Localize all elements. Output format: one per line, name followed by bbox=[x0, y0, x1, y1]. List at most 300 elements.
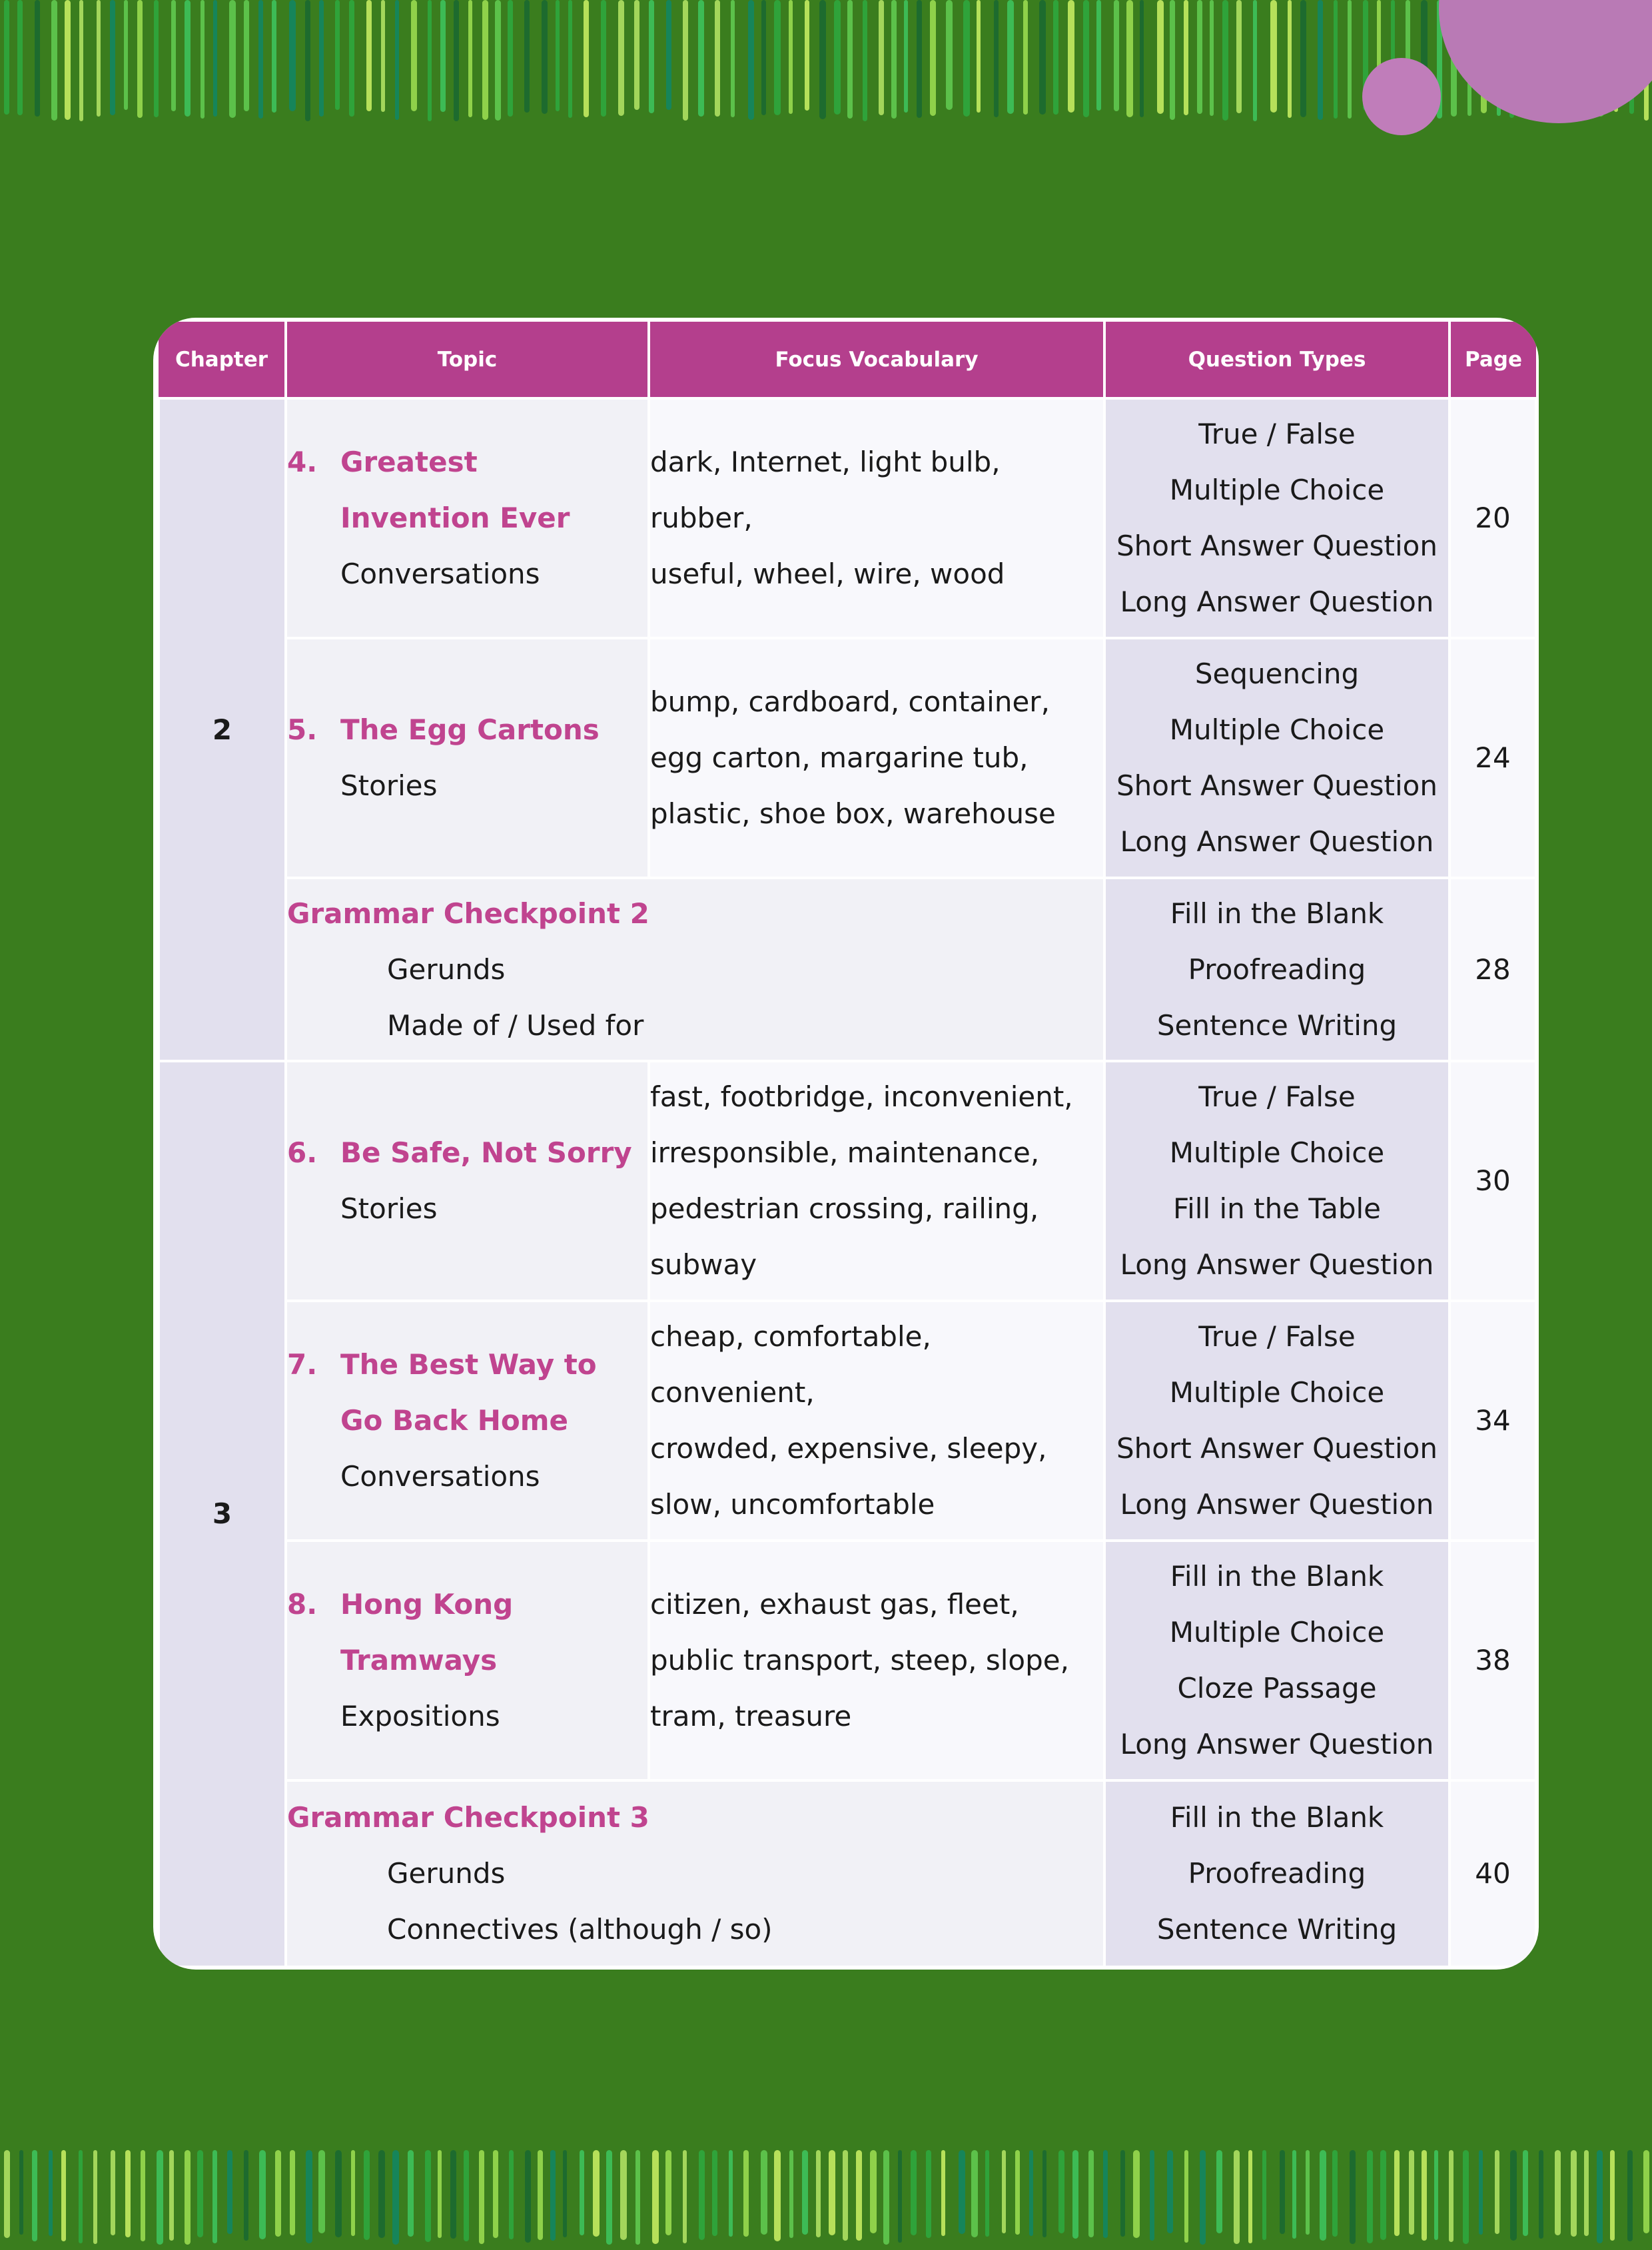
decorative-stripe bbox=[1288, 0, 1292, 118]
question-type: Cloze Passage bbox=[1177, 1672, 1377, 1704]
decorative-stripe bbox=[1422, 2150, 1427, 2241]
decorative-stripe bbox=[157, 2150, 163, 2245]
decorative-stripe bbox=[1170, 0, 1175, 120]
decorative-stripe bbox=[1126, 0, 1133, 117]
decorative-stripe bbox=[584, 0, 589, 117]
decorative-stripe bbox=[1643, 2150, 1649, 2233]
decorative-stripe bbox=[35, 0, 40, 117]
decorative-stripe bbox=[4, 2150, 10, 2238]
topic-cell bbox=[286, 1061, 649, 1301]
decorative-stripe bbox=[1610, 2150, 1615, 2241]
decorative-stripe bbox=[635, 2150, 640, 2245]
decorative-stripe bbox=[1270, 0, 1277, 113]
vocab-cell bbox=[649, 638, 1104, 878]
decorative-stripe bbox=[863, 0, 867, 121]
decorative-stripe bbox=[51, 0, 57, 121]
decorative-stripe bbox=[335, 0, 340, 110]
decorative-stripe bbox=[930, 0, 936, 116]
question-type: Fill in the Blank bbox=[1170, 897, 1384, 930]
table-row bbox=[159, 638, 1536, 878]
decorative-stripe bbox=[550, 2150, 556, 2241]
unit-title: Tramways bbox=[340, 1644, 498, 1677]
decorative-stripe bbox=[1068, 0, 1074, 113]
decorative-stripe bbox=[563, 2150, 567, 2237]
decorative-stripe bbox=[1234, 2150, 1240, 2244]
decorative-stripe bbox=[1216, 2150, 1222, 2233]
decorative-stripe bbox=[1300, 0, 1306, 117]
decorative-stripe bbox=[1262, 2150, 1266, 2240]
question-type: Long Answer Question bbox=[1120, 1488, 1434, 1521]
decorative-stripe bbox=[802, 2150, 808, 2235]
decorative-stripe bbox=[1539, 2150, 1543, 2239]
decorative-stripe bbox=[789, 0, 793, 114]
decorative-stripe bbox=[941, 2150, 945, 2236]
question-type: Sentence Writing bbox=[1156, 1008, 1398, 1042]
question-types-cell bbox=[1104, 398, 1449, 638]
question-type: Multiple Choice bbox=[1169, 1616, 1385, 1649]
decorative-stripe bbox=[1023, 0, 1028, 115]
vocab-cell bbox=[649, 1301, 1104, 1541]
question-type: True / False bbox=[1198, 1080, 1356, 1113]
decorative-stripe bbox=[318, 2150, 325, 2233]
decorative-stripe bbox=[4, 0, 9, 115]
decorative-stripe bbox=[898, 2150, 902, 2243]
decorative-stripe bbox=[1463, 2150, 1469, 2244]
text-type: Stories bbox=[340, 769, 438, 802]
vocab-line: pedestrian crossing, railing, bbox=[650, 1192, 1039, 1225]
question-type: Short Answer Question bbox=[1116, 769, 1438, 802]
question-type: Multiple Choice bbox=[1169, 1136, 1385, 1169]
decorative-stripe bbox=[212, 2150, 217, 2243]
decorative-stripe bbox=[61, 2150, 66, 2241]
decorative-stripe bbox=[1184, 0, 1188, 115]
decorative-stripe bbox=[110, 0, 115, 115]
question-type: Multiple Choice bbox=[1169, 1376, 1385, 1409]
decorative-stripe bbox=[272, 0, 276, 113]
decorative-stripe bbox=[381, 0, 385, 112]
unit-number: 7. bbox=[287, 1348, 318, 1381]
decorative-stripe bbox=[1236, 0, 1242, 113]
decorative-stripe bbox=[1029, 2150, 1033, 2236]
decorative-stripe bbox=[1167, 2150, 1173, 2233]
decorative-stripe bbox=[464, 2150, 469, 2241]
question-type: Fill in the Blank bbox=[1170, 1560, 1384, 1593]
decorative-stripe bbox=[351, 2150, 355, 2236]
table-row bbox=[159, 398, 1536, 638]
decorative-stripe bbox=[1332, 2150, 1338, 2237]
unit-number: 8. bbox=[287, 1588, 318, 1621]
decorative-stripe bbox=[1380, 2150, 1386, 2240]
decorative-stripe bbox=[185, 2150, 191, 2245]
decorative-stripe bbox=[1348, 0, 1352, 119]
decorative-stripe bbox=[699, 2150, 705, 2240]
decorative-stripe bbox=[65, 0, 71, 120]
decorative-stripe bbox=[712, 2150, 717, 2236]
decorative-stripe bbox=[1409, 2150, 1414, 2235]
decorative-stripe bbox=[748, 0, 754, 120]
page-number: 24 bbox=[1449, 638, 1536, 878]
decorative-stripe bbox=[319, 0, 324, 117]
text-type: Stories bbox=[340, 1192, 438, 1225]
vocab-line: subway bbox=[650, 1248, 757, 1281]
decorative-stripe bbox=[258, 0, 263, 119]
decorative-stripe bbox=[1007, 0, 1014, 114]
decorative-stripe bbox=[185, 0, 191, 117]
decorative-stripe bbox=[93, 2150, 97, 2244]
question-type: Multiple Choice bbox=[1169, 713, 1385, 746]
decorative-stripe bbox=[1555, 2150, 1561, 2235]
decorative-stripe bbox=[468, 0, 472, 117]
decorative-stripe bbox=[1120, 2150, 1125, 2237]
decorative-stripe bbox=[1103, 2150, 1108, 2238]
question-type: Multiple Choice bbox=[1169, 474, 1385, 506]
table-row bbox=[159, 1541, 1536, 1780]
unit-title: Be Safe, Not Sorry bbox=[340, 1136, 632, 1169]
decorative-stripe bbox=[335, 2150, 342, 2237]
question-type: Sentence Writing bbox=[1156, 1913, 1398, 1946]
decorative-stripe bbox=[428, 0, 432, 121]
decorative-stripe bbox=[1394, 2150, 1400, 2236]
vocab-line: fast, footbridge, inconvenient, bbox=[650, 1080, 1073, 1113]
decorative-stripe bbox=[729, 2150, 733, 2237]
decorative-stripe bbox=[1114, 0, 1119, 111]
decorative-stripe bbox=[1318, 0, 1323, 120]
decorative-stripe bbox=[227, 2150, 232, 2234]
decorative-stripe bbox=[601, 0, 606, 117]
decorative-stripe bbox=[1510, 2150, 1517, 2241]
decorative-stripe bbox=[634, 0, 639, 110]
header-row bbox=[159, 322, 1536, 398]
page-number: 40 bbox=[1449, 1780, 1536, 1967]
decorative-stripe bbox=[392, 2150, 399, 2245]
decorative-stripe bbox=[542, 0, 548, 114]
decorative-stripe bbox=[1140, 0, 1144, 117]
page-number: 28 bbox=[1449, 878, 1536, 1061]
decorative-stripe bbox=[1088, 2150, 1094, 2237]
decorative-stripe bbox=[366, 0, 372, 111]
decorative-stripe bbox=[1306, 2150, 1310, 2235]
grammar-item: Gerunds bbox=[387, 952, 506, 986]
decorative-stripe bbox=[883, 2150, 889, 2245]
decorative-stripe bbox=[1015, 2150, 1020, 2235]
decorative-stripe bbox=[197, 2150, 203, 2237]
vocab-line: tram, treasure bbox=[650, 1700, 852, 1732]
page-number: 34 bbox=[1449, 1301, 1536, 1541]
question-types-cell bbox=[1104, 1061, 1449, 1301]
chapter-number: 2 bbox=[159, 398, 286, 1061]
vocab-line: citizen, exhaust gas, fleet, bbox=[650, 1588, 1019, 1621]
decorative-stripe bbox=[1058, 2150, 1064, 2233]
decorative-stripe bbox=[843, 2150, 848, 2241]
vocab-line: dark, Internet, light bulb, rubber, bbox=[650, 446, 1001, 534]
decorative-stripe bbox=[761, 0, 766, 115]
grammar-checkpoint-cell bbox=[286, 878, 1104, 1061]
decorative-stripe bbox=[618, 0, 624, 116]
vocab-line: public transport, steep, slope, bbox=[650, 1644, 1069, 1677]
decorative-stripe bbox=[171, 0, 176, 111]
decorative-stripe bbox=[49, 2150, 53, 2236]
decorative-stripe bbox=[805, 0, 809, 111]
decorative-stripe bbox=[1157, 0, 1164, 114]
unit-number: 6. bbox=[287, 1136, 318, 1169]
unit-title: Greatest bbox=[340, 446, 478, 478]
topic-cell bbox=[286, 1541, 649, 1780]
grammar-checkpoint-cell bbox=[286, 1780, 1104, 1967]
decorative-stripe bbox=[154, 0, 159, 117]
decorative-stripe bbox=[1072, 2150, 1078, 2239]
decorative-stripe bbox=[244, 2150, 248, 2241]
decorative-stripe bbox=[1200, 2150, 1206, 2245]
question-type: Long Answer Question bbox=[1120, 825, 1434, 858]
decorative-stripe bbox=[524, 0, 530, 113]
vocab-line: cheap, comfortable, convenient, bbox=[650, 1320, 931, 1409]
decorative-stripe bbox=[743, 2150, 749, 2237]
decorative-stripe bbox=[378, 2150, 385, 2238]
question-type: Sequencing bbox=[1194, 657, 1360, 690]
decorative-stripe bbox=[169, 2150, 174, 2241]
header-focus-vocabulary: Focus Vocabulary bbox=[649, 322, 1104, 398]
question-types-cell bbox=[1104, 878, 1449, 1061]
question-type: Long Answer Question bbox=[1120, 1248, 1434, 1281]
decorative-stripe bbox=[1053, 0, 1058, 115]
decorative-stripe bbox=[1150, 2150, 1154, 2241]
decorative-stripe bbox=[1434, 2150, 1438, 2240]
grammar-item: Gerunds bbox=[387, 1857, 506, 1890]
question-type: Long Answer Question bbox=[1120, 1728, 1434, 1760]
decorative-stripe bbox=[715, 0, 720, 117]
decorative-stripe bbox=[1320, 2150, 1326, 2241]
table-row bbox=[159, 1780, 1536, 1967]
decorative-stripe bbox=[994, 0, 999, 117]
table-row bbox=[159, 878, 1536, 1061]
decorative-stripe bbox=[761, 2150, 767, 2235]
header-topic: Topic bbox=[286, 322, 649, 398]
decorative-stripe bbox=[891, 0, 897, 119]
header-page: Page bbox=[1449, 322, 1536, 398]
decorative-stripe bbox=[1292, 2150, 1296, 2239]
decorative-stripe bbox=[1222, 0, 1228, 121]
decorative-stripe bbox=[229, 0, 236, 118]
decorative-stripe bbox=[1367, 2150, 1373, 2243]
decorative-stripe bbox=[1597, 2150, 1603, 2243]
decorative-stripe bbox=[259, 2150, 266, 2239]
decorative-stripe bbox=[111, 2150, 115, 2235]
decorative-stripe bbox=[556, 0, 560, 111]
decorative-stripe bbox=[985, 2150, 989, 2237]
vocab-line: plastic, shoe box, warehouse bbox=[650, 797, 1056, 830]
decorative-stripe bbox=[408, 2150, 414, 2237]
decorative-stripe bbox=[290, 2150, 295, 2235]
grammar-checkpoint-title: Grammar Checkpoint 3 bbox=[287, 1801, 649, 1834]
vocab-line: bump, cardboard, container, bbox=[650, 685, 1050, 718]
decorative-stripe bbox=[683, 0, 688, 121]
decorative-stripe bbox=[1210, 0, 1214, 116]
question-type: Fill in the Table bbox=[1173, 1192, 1381, 1225]
decorative-stripe bbox=[306, 2150, 312, 2243]
decorative-stripe bbox=[425, 2150, 431, 2242]
question-type: Long Answer Question bbox=[1120, 585, 1434, 618]
table-row bbox=[159, 1061, 1536, 1301]
decorative-stripe bbox=[829, 2150, 835, 2235]
decorative-stripe bbox=[789, 2150, 793, 2238]
decorative-stripe bbox=[731, 0, 735, 117]
unit-number: 4. bbox=[287, 446, 318, 478]
decorative-stripe bbox=[593, 2150, 600, 2237]
contents-table bbox=[157, 322, 1537, 1968]
decorative-stripe bbox=[305, 0, 310, 121]
decorative-stripe bbox=[1350, 2150, 1356, 2244]
decorative-stripe bbox=[508, 0, 513, 117]
decorative-stripe bbox=[32, 2150, 37, 2241]
grammar-checkpoint-title: Grammar Checkpoint 2 bbox=[287, 897, 649, 930]
text-type: Conversations bbox=[340, 1460, 540, 1493]
decorative-stripe bbox=[1133, 2150, 1140, 2238]
decorative-stripes-bottom bbox=[0, 2150, 1652, 2250]
decorative-stripe bbox=[847, 0, 853, 119]
decorative-stripe bbox=[1096, 0, 1101, 111]
decorative-stripe bbox=[1584, 2150, 1589, 2236]
decorative-stripe bbox=[495, 0, 501, 121]
page-number: 38 bbox=[1449, 1541, 1536, 1780]
decorative-stripe bbox=[97, 0, 101, 117]
decorative-stripe bbox=[538, 2150, 543, 2240]
decorative-stripe bbox=[1280, 2150, 1285, 2234]
question-type: True / False bbox=[1198, 1320, 1356, 1353]
decorative-stripe bbox=[977, 0, 981, 113]
vocab-cell bbox=[649, 1061, 1104, 1301]
decorative-stripe bbox=[1042, 2150, 1046, 2237]
decorative-stripe bbox=[1627, 2150, 1633, 2241]
decorative-stripe bbox=[364, 2150, 370, 2240]
decorative-stripe bbox=[649, 0, 654, 113]
decorative-stripe bbox=[493, 2150, 498, 2238]
table-row bbox=[159, 1301, 1536, 1541]
decorative-stripe bbox=[395, 0, 399, 120]
decorative-stripe bbox=[1571, 2150, 1577, 2237]
decorative-stripe bbox=[1083, 0, 1089, 117]
question-type: True / False bbox=[1198, 418, 1356, 450]
vocab-line: irresponsible, maintenance, bbox=[650, 1136, 1040, 1169]
decorative-stripe bbox=[698, 0, 704, 117]
decorative-stripe bbox=[971, 2150, 978, 2237]
decorative-stripe bbox=[79, 2150, 83, 2243]
question-types-cell bbox=[1104, 1541, 1449, 1780]
decorative-stripe bbox=[911, 2150, 917, 2235]
vocab-cell bbox=[649, 1541, 1104, 1780]
decorative-stripe bbox=[819, 0, 826, 119]
decorative-stripe bbox=[1495, 2150, 1499, 2234]
decorative-stripe bbox=[141, 2150, 145, 2241]
decorative-stripe bbox=[1197, 0, 1202, 114]
unit-title: Go Back Home bbox=[340, 1404, 569, 1437]
decorative-stripe bbox=[1523, 2150, 1528, 2236]
vocab-line: useful, wheel, wire, wood bbox=[650, 558, 1005, 590]
decorative-stripe bbox=[1002, 2150, 1006, 2233]
vocab-line: slow, uncomfortable bbox=[650, 1488, 935, 1521]
question-types-cell bbox=[1104, 1301, 1449, 1541]
page-number: 20 bbox=[1449, 398, 1536, 638]
decorative-stripe bbox=[620, 2150, 627, 2240]
decorative-stripe bbox=[479, 2150, 484, 2244]
decorative-stripe bbox=[959, 2150, 965, 2234]
decorative-stripe bbox=[244, 0, 249, 111]
question-type: Short Answer Question bbox=[1116, 530, 1438, 562]
unit-title: The Best Way to bbox=[340, 1348, 597, 1381]
decorative-stripe bbox=[411, 0, 417, 111]
header-question-types: Question Types bbox=[1104, 322, 1449, 398]
unit-number: 5. bbox=[287, 713, 318, 746]
topic-cell bbox=[286, 1301, 649, 1541]
contents-card bbox=[153, 318, 1539, 1970]
decorative-stripe bbox=[19, 2150, 23, 2235]
text-type: Conversations bbox=[340, 558, 540, 590]
decorative-stripe bbox=[1479, 2150, 1483, 2235]
topic-cell bbox=[286, 398, 649, 638]
decorative-stripe bbox=[1253, 0, 1257, 121]
decorative-stripe bbox=[289, 0, 296, 111]
decorative-stripe bbox=[834, 0, 841, 115]
decorative-stripe bbox=[665, 2150, 671, 2235]
decorative-stripe bbox=[438, 2150, 442, 2238]
decorative-stripe bbox=[774, 2150, 781, 2241]
decorative-stripe bbox=[1334, 0, 1338, 119]
topic-cell bbox=[286, 638, 649, 878]
decorative-stripe bbox=[349, 0, 354, 117]
decorative-stripe bbox=[440, 0, 446, 112]
decorative-stripe bbox=[137, 0, 143, 118]
question-types-cell bbox=[1104, 638, 1449, 878]
decorative-stripe bbox=[201, 0, 205, 119]
grammar-item: Made of / Used for bbox=[387, 1008, 644, 1042]
decorative-stripe bbox=[17, 0, 23, 115]
unit-title: Invention Ever bbox=[340, 502, 570, 534]
decorative-stripe bbox=[1449, 2150, 1453, 2242]
decorative-stripe bbox=[683, 2150, 687, 2243]
decorative-stripe bbox=[1248, 2150, 1252, 2243]
decorative-stripe bbox=[946, 0, 953, 110]
decorative-stripe bbox=[79, 0, 83, 121]
decorative-stripe bbox=[125, 2150, 131, 2237]
decorative-stripe bbox=[525, 2150, 531, 2243]
chapter-number: 3 bbox=[159, 1061, 286, 1967]
decorative-stripe bbox=[652, 2150, 659, 2244]
unit-title: The Egg Cartons bbox=[340, 713, 600, 746]
decorative-stripe bbox=[904, 0, 908, 113]
unit-title: Hong Kong bbox=[340, 1588, 514, 1621]
decorative-circle-small bbox=[1362, 58, 1441, 135]
decorative-stripe bbox=[482, 0, 488, 120]
decorative-stripe bbox=[606, 2150, 612, 2245]
decorative-stripe bbox=[963, 0, 970, 117]
question-type: Fill in the Blank bbox=[1170, 1801, 1384, 1834]
decorative-stripe bbox=[926, 2150, 931, 2238]
decorative-stripe bbox=[275, 2150, 281, 2237]
decorative-stripe bbox=[450, 2150, 456, 2239]
decorative-stripe bbox=[124, 0, 128, 110]
vocab-cell bbox=[649, 398, 1104, 638]
decorative-stripe bbox=[568, 0, 572, 118]
decorative-stripe bbox=[666, 0, 671, 110]
question-type: Proofreading bbox=[1188, 1857, 1366, 1890]
page-number: 30 bbox=[1449, 1061, 1536, 1301]
decorative-stripe bbox=[870, 2150, 877, 2233]
text-type: Expositions bbox=[340, 1700, 500, 1732]
decorative-stripe bbox=[917, 0, 922, 118]
decorative-stripe bbox=[774, 0, 781, 115]
vocab-line: crowded, expensive, sleepy, bbox=[650, 1432, 1047, 1465]
vocab-line: egg carton, margarine tub, bbox=[650, 741, 1029, 774]
decorative-stripe bbox=[1184, 2150, 1188, 2243]
